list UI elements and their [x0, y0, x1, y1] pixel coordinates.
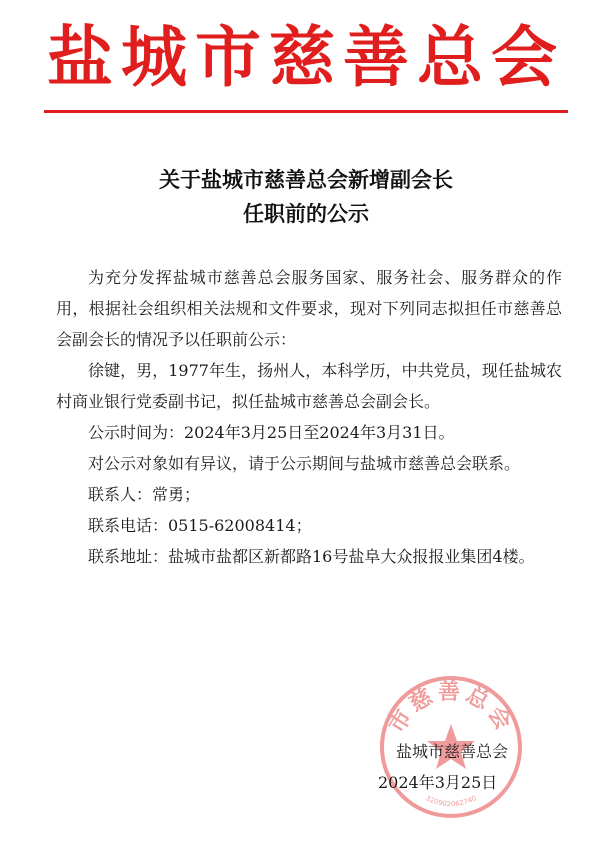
masthead-title: 盐城市慈善总会: [47, 19, 565, 96]
signature-organization: 盐城市慈善总会: [396, 742, 509, 761]
title-line-2: 任职前的公示: [243, 201, 369, 226]
document-body: [56, 262, 562, 572]
contact-address: 联系地址：盐城市盐都区新都路16号盐阜大众报报业集团4楼。: [88, 547, 535, 566]
seal-number: 320902062740: [424, 794, 478, 809]
seal-arc-text: 市慈善总会: [384, 680, 518, 738]
objection-paragraph: 对公示对象如有异议，请于公示期间与盐城市慈善总会联系。: [88, 454, 521, 473]
intro-paragraph: 为充分发挥盐城市慈善总会服务国家、服务社会、服务群众的作用，根据社会组织相关法规和文件要求，现对下列同志拟担任市慈善总会副会长的情况予以任职前公示：: [56, 268, 562, 349]
notice-period-paragraph: 公示时间为：2024年3月25日至2024年3月31日。: [88, 423, 455, 442]
contact-person: 联系人：常勇；: [88, 485, 201, 504]
candidate-paragraph: 徐键，男，1977年生，扬州人，本科学历，中共党员，现任盐城农村商业银行党委副书记，拟任盐城市慈善总会副会长。: [56, 361, 562, 411]
red-divider: [44, 110, 568, 113]
signature-date: 2024年3月25日: [378, 773, 498, 792]
document-title: [0, 163, 612, 231]
title-line-1: 关于盐城市慈善总会新增副会长: [159, 167, 453, 192]
signature-block: [378, 736, 508, 798]
contact-phone: 联系电话：0515-62008414；: [88, 516, 312, 535]
